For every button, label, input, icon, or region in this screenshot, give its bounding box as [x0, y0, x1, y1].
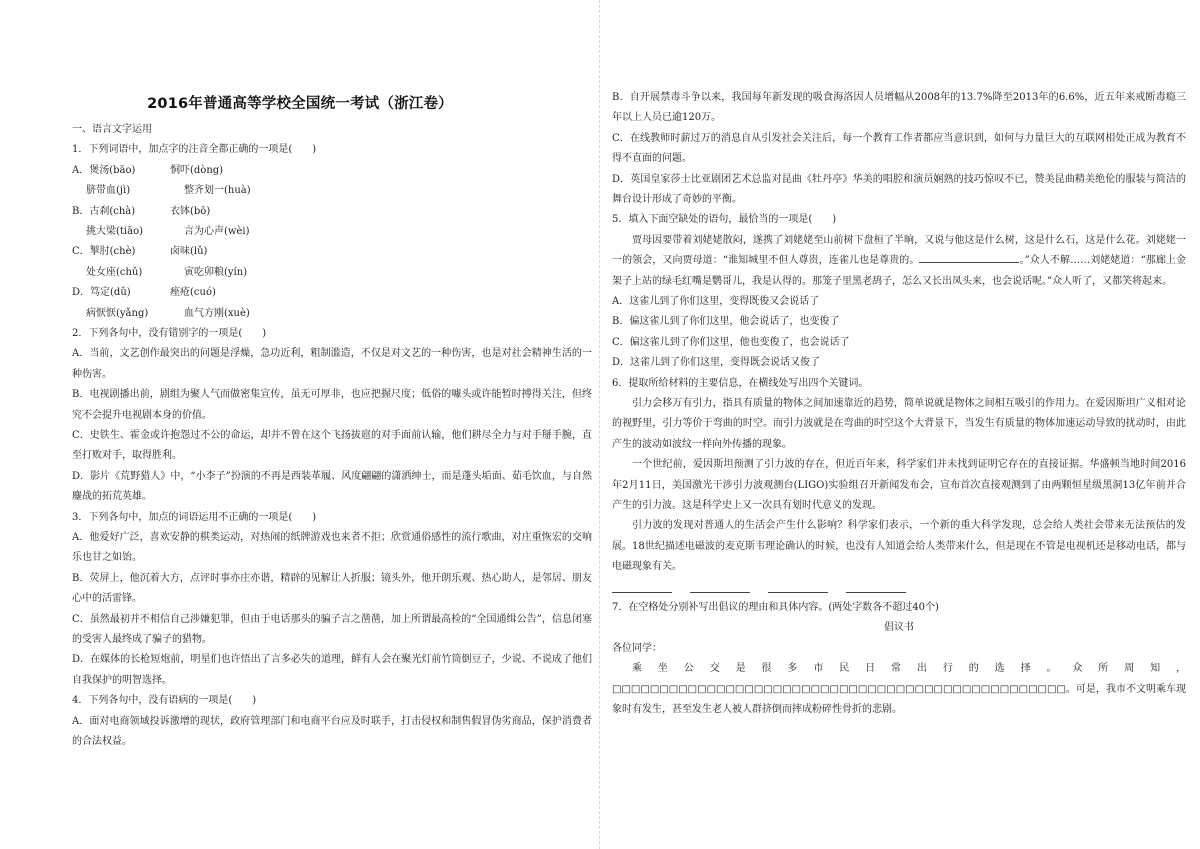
section-heading: 一、语言文字运用	[72, 124, 152, 135]
q1-word: 血气方刚(xuè)	[184, 307, 250, 319]
q3-option-c: C．虽然最初并不相信自己涉嫌犯罪，但由于电话那头的骗子言之凿凿，加上所谓最高检的“全国通缉公告”，信息闭塞的受害人最终成了骗子的猎物。	[72, 613, 592, 645]
q5-blank	[919, 251, 1019, 263]
left-column	[72, 120, 592, 752]
q1-word: 病恹恹(yǎng)	[86, 307, 149, 319]
q6-answer-blanks	[612, 578, 1186, 598]
q1-option-row	[72, 202, 592, 222]
q5-option-c: C．偏这雀儿到了你们这里，他也变俊了，也会说话了	[612, 336, 850, 348]
q1-word: 寅吃卯粮(yín)	[184, 266, 248, 278]
q1-option-row	[72, 161, 592, 181]
q1-option-row	[72, 283, 592, 303]
q2-option-b: B．电视剧播出前，剧组为聚人气而做密集宣传，虽无可厚非，也应把握尺度；低俗的噱头或许能暂时搏得关注，但终究不会提升电视剧本身的价值。	[72, 389, 592, 421]
q1-word: D．笃定(dǔ)	[72, 287, 131, 299]
answer-blank	[612, 582, 672, 593]
answer-blank	[846, 582, 906, 593]
q1-word: C．掣肘(chè)	[72, 246, 136, 258]
q1-option-row	[72, 222, 592, 242]
q1-word: 卤味(lǔ)	[170, 246, 208, 258]
q7-greeting: 各位同学：	[612, 642, 662, 654]
q3-stem: 3．下列各句中，加点的词语运用不正确的一项是( )	[72, 511, 317, 523]
q2-option-c: C．史铁生、霍金或许抱怨过不公的命运，却并不曾在这个飞扬拔扈的对手面前认输，他们耕尽全力与对手掰手腕，直至打败对手，取得胜利。	[72, 429, 592, 462]
q5-passage-part: 贾母因要带着刘姥姥散闷，遂携了刘姥姥至山前树下盘桓了半晌，又说与他这是什么树，这是什么石，这是什么花。刘姥姥一一的领会，又向贾母道：“谁知城里不但人尊贵，连雀儿也是尊贵的。	[612, 234, 1186, 267]
q6-paragraph: 一个世纪前，爱因斯坦预测了引力波的存在，但近百年来，科学家们并未找到证明它存在的直接证据。华盛顿当地时间2016年2月11日，美国激光干涉引力波观测台(LIGO)实验组召开新闻发布会，宣布首次直接观测到了由两颗恒星级黑洞13亿年前并合产生的引力波。这是科学史上又一次具有划时代意义的发现。	[612, 459, 1186, 512]
answer-blank	[690, 582, 750, 593]
q6-stem: 6．提取所给材料的主要信息，在横线处写出四个关键词。	[612, 377, 869, 389]
q3-option-a: A．他爱好广泛，喜欢安静的棋类运动，对热闹的纸牌游戏也来者不拒；欣赏通俗感性的流行歌曲，对庄重恢宏的交响乐也甘之如饴。	[72, 531, 592, 564]
q6-paragraph: 引力波的发现对普通人的生活会产生什么影响？科学家们表示，一个新的重大科学发现，总会给人类社会带来无法预估的发展。18世纪描述电磁波的麦克斯韦理论确认的时候，也没有人知道会给人类带来什么，但是现在不管是电视机还是移动电话，都与电磁现象有关。	[612, 520, 1186, 573]
q1-word: 挑大梁(tiāo)	[86, 225, 144, 237]
q7-heading: 倡议书	[884, 622, 914, 634]
q5-option-d: D．这雀儿到了你们这里，变得既会说话又俊了	[612, 357, 821, 369]
q1-word: 恫吓(dòng)	[170, 164, 224, 176]
q1-word: 言为心声(wèi)	[184, 225, 250, 237]
q1-option-row	[72, 304, 592, 324]
q4-option-d: D．英国皇家莎士比亚剧团艺术总监对昆曲《牡丹亭》华美的唱腔和演员娴熟的技巧惊叹不已，赞美昆曲精美绝伦的服装与简洁的舞台设计形成了奇妙的平衡。	[612, 173, 1186, 206]
q1-option-row	[72, 181, 592, 201]
q5-passage-part: 。”众人不解……刘姥姥道：“那廊上金架子上站的绿毛红嘴是鹦哥儿，我是认得的。那笼子里黑老鸹子，怎么又长出凤头来，也会说话呢。”众人听了，又都笑将起来。	[612, 255, 1186, 287]
q4-stem: 4．下列各句中，没有语病的一项是( )	[72, 695, 257, 707]
q1-word: 脐带血(jì)	[86, 185, 131, 197]
q5-passage	[612, 231, 1186, 292]
q7-stem: 7．在空格处分别补写出倡议的理由和具体内容。(两处字数各不超过40个)	[612, 602, 939, 614]
answer-blank	[768, 582, 828, 593]
q1-word: A．煲汤(bāo)	[72, 164, 136, 176]
q2-stem: 2．下列各句中，没有错别字的一项是( )	[72, 327, 267, 339]
q2-option-a: A．当前，文艺创作最突出的问题是浮燥，急功近利，粗制滥造，不仅是对文艺的一种伤害，也是对社会精神生活的一种伤害。	[72, 348, 592, 380]
q2-option-d: D．影片《荒野猎人》中，“小李子”扮演的不再是西装革履、风度翩翩的潇洒绅士，而是蓬头垢面、茹毛饮血，与自然鏖战的拓荒英雄。	[72, 470, 592, 503]
q5-option-a: A．这雀儿到了你们这里，变得既俊又会说话了	[612, 296, 820, 308]
q3-option-d: D．在媒体的长枪短炮前，明星们也许悟出了言多必失的道理，鲜有人会在聚光灯前竹筒倒豆子，少说、不说成了他们自我保护的明智选择。	[72, 654, 592, 686]
q1-word: 衣钵(bō)	[170, 205, 211, 217]
q1-word: 整齐划一(huà)	[184, 185, 251, 197]
q1-word: 痤疮(cuó)	[170, 287, 216, 299]
right-page	[600, 0, 1200, 849]
q1-word: B．古刹(chà)	[72, 205, 136, 217]
q7-body: 乘坐公交是很多市民日常出行的选择。众所周知，□□□□□□□□□□□□□□□□□□□□□□□□□□□□□□□□□□□□□□□□□□□□□□□□。可是，我市不文明乘车现象时有发生，甚至发生老人被人群挤倒而摔成粉碎性骨折的悲剧。	[612, 663, 1186, 716]
right-column	[612, 88, 1186, 720]
q1-word: 处女座(chǔ)	[86, 266, 143, 278]
q4-option-b: B．自开展禁毒斗争以来，我国每年新发现的吸食海洛因人员增幅从2008年的13.7%降至2013年的6.6%，近五年来戒断毒瘾三年以上人员已逾120万。	[612, 92, 1186, 124]
q5-option-b: B．偏这雀儿到了你们这里，他会说话了，也变俊了	[612, 316, 840, 328]
q3-option-b: B．荧屏上，他沉着大方，点评时事亦庄亦谐，精辟的见解让人折服；镜头外，他开朗乐观、热心助人，是邻居、朋友心中的活雷锋。	[72, 572, 592, 605]
document-title: 2016年普通高等学校全国统一考试（浙江卷）	[147, 96, 453, 112]
q1-stem: 1．下列词语中，加点字的注音全都正确的一项是( )	[72, 144, 317, 156]
q1-option-row	[72, 242, 592, 262]
q5-stem: 5．填入下面空缺处的语句，最恰当的一项是( )	[612, 214, 837, 226]
q6-paragraph: 引力会移万有引力，指具有质量的物体之间加速靠近的趋势，简单说就是物体之间相互吸引的作用力。在爱因斯坦广义相对论的视野里，引力等价于弯曲的时空。而引力波就是在弯曲的时空这个大背景下，当发生有质量的物体加速运动导致的扰动时，由此产生的波动如波纹一样向外传播的现象。	[612, 398, 1186, 450]
q4-option-c: C．在线教师时薪过万的消息自从引发社会关注后，每一个教育工作者都应当意识到，如何与力量巨大的互联网相处正成为教育不得不直面的问题。	[612, 132, 1186, 165]
q4-option-a: A．面对电商领域投诉激增的现状，政府管理部门和电商平台应及时联手，打击侵权和制售假冒伪劣商品，保护消费者的合法权益。	[72, 715, 592, 747]
q1-option-row	[72, 263, 592, 283]
